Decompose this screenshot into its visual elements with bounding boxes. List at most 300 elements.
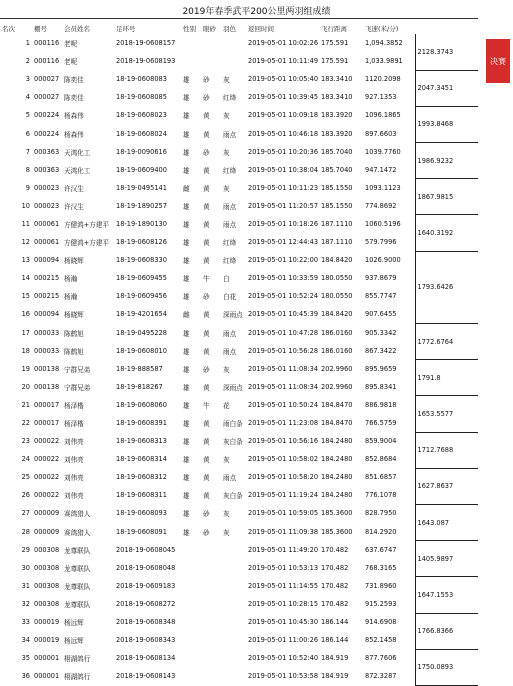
cell-eye: 黄: [203, 166, 210, 175]
cell-return-time: 2019-05-01 11:09:38: [248, 527, 319, 536]
header-rank: 名次: [2, 24, 15, 33]
cell-loft: 000308: [34, 545, 60, 554]
cell-member: 赛鸽猎人: [64, 528, 91, 537]
cell-ring: 18-19-0608312: [116, 473, 167, 482]
cell-member: 许汉生: [64, 184, 84, 193]
cell-eye: 黄: [203, 438, 210, 447]
cell-eye: [201, 34, 221, 52]
cell-sex: [181, 649, 201, 667]
cell-loft: 000033: [34, 346, 60, 355]
table-row: [0, 34, 478, 52]
cell-eye: [201, 613, 221, 631]
cell-rank: 31: [21, 581, 30, 590]
cell-eye: 黄: [203, 347, 210, 356]
cell-color: [221, 649, 246, 667]
cell-return-time: 2019-05-01 10:45:39: [248, 310, 319, 319]
cell-return-time: 2019-05-01 10:59:05: [248, 509, 319, 518]
group-average: 1640.3192: [415, 215, 478, 251]
cell-return-time: 2019-05-01 10:53:13: [248, 563, 319, 572]
table-row: [0, 215, 478, 233]
cell-eye: 砂: [203, 148, 210, 157]
cell-member: 陈鹤旭: [64, 329, 84, 338]
cell-color: 花: [223, 401, 230, 410]
cell-rank: 26: [21, 491, 30, 500]
cell-distance: 170.482: [321, 563, 349, 572]
cell-loft: 000116: [34, 57, 60, 66]
cell-sex: 雄: [183, 347, 190, 356]
cell-return-time: 2019-05-01 10:18:26: [248, 219, 319, 228]
cell-eye: 黄: [203, 329, 210, 338]
cell-color: 灰: [223, 510, 230, 519]
cell-color: 灰: [223, 112, 230, 121]
group-average: 1405.9897: [415, 541, 478, 577]
cell-color: 白花: [223, 293, 237, 302]
cell-return-time: 2019-05-01 11:23:08: [248, 419, 319, 428]
table-row: [0, 468, 478, 486]
cell-return-time: 2019-05-01 10:05:40: [248, 75, 319, 84]
cell-speed: 851.6857: [365, 473, 397, 482]
cell-rank: 33: [21, 618, 30, 627]
cell-sex: 雄: [183, 365, 190, 374]
table-row: [0, 251, 478, 269]
cell-loft: 000027: [34, 75, 60, 84]
cell-color: 红绛: [223, 239, 237, 248]
cell-ring: 18-19-0495228: [116, 328, 167, 337]
cell-speed: 1039.7760: [365, 147, 401, 156]
cell-member: 刘伟亮: [64, 438, 84, 447]
cell-sex: [181, 667, 201, 685]
cell-color: 灰白条: [223, 438, 243, 447]
table-row: [0, 124, 478, 142]
cell-rank: 12: [21, 238, 30, 247]
cell-sex: 雄: [183, 257, 190, 266]
cell-color: 雨点: [223, 474, 237, 483]
cell-eye: [201, 631, 221, 649]
cell-ring: 2018-19-0608134: [116, 654, 176, 663]
cell-distance: 170.482: [321, 545, 349, 554]
cell-rank: 24: [21, 455, 30, 464]
cell-ring: 2018-19-0609183: [116, 581, 176, 590]
cell-color: [221, 559, 246, 577]
table-row: [0, 504, 478, 522]
cell-ring: 18-19-0608314: [116, 455, 167, 464]
cell-speed: 814.2920: [365, 527, 397, 536]
header-ring: 足环号: [116, 24, 136, 33]
cell-return-time: 2019-05-01 12:44:43: [248, 238, 319, 247]
cell-speed: 1060.5196: [365, 219, 401, 228]
cell-eye: 黄: [203, 420, 210, 429]
cell-return-time: 2019-05-01 11:49:20: [248, 545, 319, 554]
cell-distance: 184.2480: [321, 491, 353, 500]
cell-member: 杨晓辉: [64, 311, 84, 320]
cell-sex: 雄: [183, 239, 190, 248]
cell-rank: 30: [21, 563, 30, 572]
cell-rank: 7: [25, 147, 30, 156]
cell-distance: 175.591: [321, 39, 349, 48]
cell-member: 许汉生: [64, 202, 84, 211]
header-sex: 性别: [183, 24, 196, 33]
cell-eye: 砂: [203, 293, 210, 302]
cell-loft: 000001: [34, 672, 60, 681]
table-row: [0, 559, 478, 577]
cell-loft: 000138: [34, 364, 60, 373]
cell-distance: 186.144: [321, 636, 349, 645]
cell-ring: 18-19-0609400: [116, 165, 167, 174]
group-average: 1750.0893: [415, 649, 478, 685]
cell-member: 老呢: [64, 40, 78, 49]
cell-loft: 000363: [34, 165, 60, 174]
cell-eye: [201, 577, 221, 595]
cell-rank: 8: [25, 165, 30, 174]
cell-sex: [181, 613, 201, 631]
cell-sex: [181, 34, 201, 52]
cell-distance: 184.8420: [321, 310, 353, 319]
cell-color: 红绛: [223, 94, 237, 103]
cell-member: 杨瀚: [64, 275, 78, 284]
cell-member: 天鸿化工: [64, 148, 91, 157]
cell-speed: 859.9004: [365, 437, 397, 446]
cell-rank: 6: [25, 129, 30, 138]
cell-rank: 22: [21, 419, 30, 428]
cell-loft: 000001: [34, 654, 60, 663]
cell-distance: 170.482: [321, 581, 349, 590]
cell-color: 雨点: [223, 130, 237, 139]
cell-return-time: 2019-05-01 11:00:26: [248, 636, 319, 645]
cell-rank: 29: [21, 545, 30, 554]
cell-color: [221, 52, 246, 70]
cell-color: 灰: [223, 365, 230, 374]
cell-sex: 雄: [183, 76, 190, 85]
cell-sex: 雄: [183, 438, 190, 447]
cell-ring: 2018-19-0608048: [116, 563, 176, 572]
cell-return-time: 2019-05-01 10:56:16: [248, 437, 319, 446]
cell-eye: 牛: [203, 275, 210, 284]
cell-color: 雨点: [223, 347, 237, 356]
cell-rank: 9: [25, 183, 30, 192]
cell-distance: 180.0550: [321, 292, 353, 301]
group-average: 1712.7688: [415, 432, 478, 468]
cell-return-time: 2019-05-01 11:14:55: [248, 581, 319, 590]
cell-rank: 21: [21, 400, 30, 409]
cell-return-time: 2019-05-01 11:08:34: [248, 364, 319, 373]
cell-rank: 4: [25, 93, 30, 102]
table-row: [0, 541, 478, 559]
cell-loft: 000022: [34, 473, 60, 482]
table-row: [0, 324, 478, 342]
table-row: [0, 269, 478, 287]
cell-rank: 28: [21, 527, 30, 536]
cell-eye: [201, 541, 221, 559]
cell-member: 栩湖鸽行: [64, 673, 91, 682]
cell-member: 刘伟亮: [64, 492, 84, 501]
cell-distance: 186.144: [321, 618, 349, 627]
cell-return-time: 2019-05-01 11:08:34: [248, 382, 319, 391]
cell-sex: 雄: [183, 130, 190, 139]
group-average: 1643.087: [415, 504, 478, 540]
cell-eye: 黄: [203, 112, 210, 121]
cell-loft: 000224: [34, 111, 60, 120]
cell-ring: 18-19-1890130: [116, 219, 167, 228]
cell-distance: 185.3600: [321, 509, 353, 518]
cell-speed: 1,033.9891: [365, 57, 403, 66]
cell-ring: 18-19-0608091: [116, 527, 167, 536]
cell-sex: 雄: [183, 94, 190, 103]
cell-ring: 18-19-0495141: [116, 183, 167, 192]
cell-rank: 23: [21, 437, 30, 446]
cell-distance: 202.9960: [321, 382, 353, 391]
cell-distance: 183.3410: [321, 75, 353, 84]
cell-sex: 雄: [183, 329, 190, 338]
table-row: [0, 52, 478, 70]
group-average: 1627.8637: [415, 468, 478, 504]
cell-ring: 18-19-0090616: [116, 147, 167, 156]
cell-speed: 927.1353: [365, 93, 397, 102]
table-row: [0, 432, 478, 450]
cell-member: 龙尊联队: [64, 546, 91, 555]
table-row: [0, 486, 478, 504]
cell-rank: 1: [25, 39, 30, 48]
cell-distance: 185.7040: [321, 165, 353, 174]
cell-loft: 000019: [34, 636, 60, 645]
cell-distance: 186.0160: [321, 328, 353, 337]
cell-loft: 000308: [34, 599, 60, 608]
cell-ring: 18-19-0608391: [116, 419, 167, 428]
cell-distance: 185.7040: [321, 147, 353, 156]
cell-sex: [181, 52, 201, 70]
cell-rank: 27: [21, 509, 30, 518]
cell-return-time: 2019-05-01 10:11:23: [248, 183, 319, 192]
cell-return-time: 2019-05-01 11:19:24: [248, 491, 319, 500]
cell-sex: 雄: [183, 166, 190, 175]
table-row: [0, 649, 478, 667]
cell-member: 方健鸿+方建平: [64, 239, 110, 248]
cell-distance: 184.8470: [321, 419, 353, 428]
cell-distance: 184.8420: [321, 256, 353, 265]
cell-return-time: 2019-05-01 10:58:02: [248, 455, 319, 464]
cell-member: 天鸿化工: [64, 166, 91, 175]
cell-color: 灰白条: [223, 492, 243, 501]
cell-distance: 184.8470: [321, 400, 353, 409]
cell-sex: 雄: [183, 220, 190, 229]
cell-loft: 000017: [34, 400, 60, 409]
cell-distance: 180.0550: [321, 274, 353, 283]
cell-distance: 185.3600: [321, 527, 353, 536]
cell-sex: [181, 541, 201, 559]
table-row: [0, 179, 478, 197]
cell-sex: 雌: [183, 184, 190, 193]
cell-loft: 000061: [34, 219, 60, 228]
cell-eye: 黄: [203, 220, 210, 229]
title-divider: [0, 18, 478, 19]
cell-return-time: 2019-05-01 10:20:36: [248, 147, 319, 156]
cell-distance: 184.2480: [321, 473, 353, 482]
table-row: [0, 613, 478, 631]
cell-rank: 15: [21, 292, 30, 301]
cell-rank: 34: [21, 636, 30, 645]
group-average: 2128.3743: [415, 34, 478, 70]
cell-speed: 907.6455: [365, 310, 397, 319]
cell-sex: 雄: [183, 383, 190, 392]
cell-distance: 170.482: [321, 599, 349, 608]
cell-return-time: 2019-05-01 10:39:45: [248, 93, 319, 102]
table-row: [0, 378, 478, 396]
table-row: [0, 88, 478, 106]
cell-loft: 000094: [34, 256, 60, 265]
cell-sex: 雄: [183, 420, 190, 429]
cell-sex: 雄: [183, 510, 190, 519]
cell-speed: 1120.2098: [365, 75, 401, 84]
cell-loft: 000215: [34, 274, 60, 283]
cell-member: 老呢: [64, 58, 78, 67]
cell-member: 刘伟亮: [64, 456, 84, 465]
cell-member: 杨远辉: [64, 637, 84, 646]
cell-loft: 000017: [34, 419, 60, 428]
cell-color: [221, 667, 246, 685]
group-average: 2047.3451: [415, 70, 478, 106]
group-average: 1647.1553: [415, 577, 478, 613]
cell-rank: 10: [21, 201, 30, 210]
cell-distance: 185.1550: [321, 201, 353, 210]
cell-speed: 1096.1865: [365, 111, 401, 120]
cell-ring: 18-19-0608311: [116, 491, 167, 500]
cell-color: 灰: [223, 148, 230, 157]
cell-return-time: 2019-05-01 10:02:26: [248, 39, 319, 48]
cell-sex: 雄: [183, 456, 190, 465]
cell-speed: 1,094.3852: [365, 39, 403, 48]
cell-speed: 867.3422: [365, 346, 397, 355]
group-average: 1867.9815: [415, 179, 478, 215]
cell-speed: 637.6747: [365, 545, 397, 554]
table-row: [0, 342, 478, 360]
cell-speed: 886.9818: [365, 400, 397, 409]
cell-speed: 1026.9000: [365, 256, 401, 265]
cell-member: 杨森伟: [64, 130, 84, 139]
table-row: [0, 305, 478, 323]
cell-member: 杨远辉: [64, 619, 84, 628]
cell-speed: 872.3287: [365, 672, 397, 681]
cell-speed: 897.6603: [365, 129, 397, 138]
cell-ring: 2018-19-0608343: [116, 636, 176, 645]
cell-ring: 18-19-0608024: [116, 129, 167, 138]
cell-sex: 雄: [183, 474, 190, 483]
cell-eye: 黄: [203, 257, 210, 266]
cell-color: [221, 34, 246, 52]
cell-return-time: 2019-05-01 10:33:59: [248, 274, 319, 283]
cell-sex: 雄: [183, 492, 190, 501]
table-row: [0, 197, 478, 215]
cell-member: 宁群兄弟: [64, 365, 91, 374]
table-row: [0, 360, 478, 378]
cell-loft: 000027: [34, 93, 60, 102]
group-average: 1766.8366: [415, 613, 478, 649]
group-average: 1793.6426: [415, 251, 478, 323]
cell-eye: [201, 649, 221, 667]
group-average: 1993.8468: [415, 106, 478, 142]
cell-return-time: 2019-05-01 10:47:28: [248, 328, 319, 337]
cell-ring: 18-19-0608060: [116, 400, 167, 409]
cell-speed: 895.8341: [365, 382, 397, 391]
cell-loft: 000022: [34, 437, 60, 446]
cell-return-time: 2019-05-01 10:09:18: [248, 111, 319, 120]
group-average: 1791.8: [415, 360, 478, 396]
cell-eye: 砂: [203, 528, 210, 537]
header-distance: 飞行距离: [321, 24, 347, 33]
results-table: [0, 22, 478, 686]
table-row: [0, 161, 478, 179]
cell-ring: 2018-19-0608143: [116, 672, 176, 681]
cell-ring: 18-19-0608126: [116, 238, 167, 247]
cell-speed: 915.2593: [365, 599, 397, 608]
cell-eye: 黄: [203, 311, 210, 320]
group-average: 1986.9232: [415, 143, 478, 179]
cell-sex: [181, 631, 201, 649]
cell-ring: 2018-19-0608157: [116, 39, 176, 48]
table-row: [0, 106, 478, 124]
cell-return-time: 2019-05-01 10:52:40: [248, 654, 319, 663]
cell-distance: 184.919: [321, 672, 349, 681]
cell-rank: 32: [21, 599, 30, 608]
cell-eye: 砂: [203, 510, 210, 519]
cell-color: [221, 595, 246, 613]
cell-ring: 18-19-818267: [116, 382, 163, 391]
cell-distance: 183.3920: [321, 111, 353, 120]
cell-distance: 175.591: [321, 57, 349, 66]
cell-member: 杨森伟: [64, 112, 84, 121]
header-member: 会员姓名: [64, 24, 90, 33]
cell-rank: 36: [21, 672, 30, 681]
cell-speed: 828.7950: [365, 509, 397, 518]
cell-speed: 731.8960: [365, 581, 397, 590]
cell-ring: 18-19-0608330: [116, 256, 167, 265]
cell-speed: 905.3342: [365, 328, 397, 337]
cell-rank: 25: [21, 473, 30, 482]
table-row: [0, 414, 478, 432]
cell-return-time: 2019-05-01 10:38:04: [248, 165, 319, 174]
header-average: [415, 22, 478, 34]
cell-return-time: 2019-05-01 10:58:20: [248, 473, 319, 482]
cell-ring: 18-19-0609455: [116, 274, 167, 283]
cell-loft: 000033: [34, 328, 60, 337]
cell-member: 龙尊联队: [64, 600, 91, 609]
cell-color: [221, 541, 246, 559]
cell-loft: 000116: [34, 39, 60, 48]
cell-ring: 18-19-1890257: [116, 201, 167, 210]
cell-color: 灰: [223, 528, 230, 537]
cell-eye: 黄: [203, 239, 210, 248]
cell-loft: 000009: [34, 509, 60, 518]
cell-loft: 000094: [34, 310, 60, 319]
cell-loft: 000022: [34, 491, 60, 500]
group-average: 1772.6764: [415, 324, 478, 360]
cell-loft: 000308: [34, 581, 60, 590]
cell-loft: 000009: [34, 527, 60, 536]
table-row: [0, 667, 478, 685]
cell-sex: 雄: [183, 401, 190, 410]
cell-sex: 雌: [183, 311, 190, 320]
cell-return-time: 2019-05-01 11:20:57: [248, 201, 319, 210]
cell-color: 雨点: [223, 220, 237, 229]
cell-distance: 184.2480: [321, 455, 353, 464]
cell-rank: 16: [21, 310, 30, 319]
cell-ring: 18-19-4201654: [116, 310, 167, 319]
cell-member: 陈奕佳: [64, 94, 84, 103]
cell-rank: 2: [25, 57, 30, 66]
cell-member: 赛鸽猎人: [64, 510, 91, 519]
cell-loft: 000023: [34, 201, 60, 210]
cell-speed: 774.8692: [365, 201, 397, 210]
cell-ring: 2018-19-0608272: [116, 599, 176, 608]
cell-ring: 18-19-0608313: [116, 437, 167, 446]
